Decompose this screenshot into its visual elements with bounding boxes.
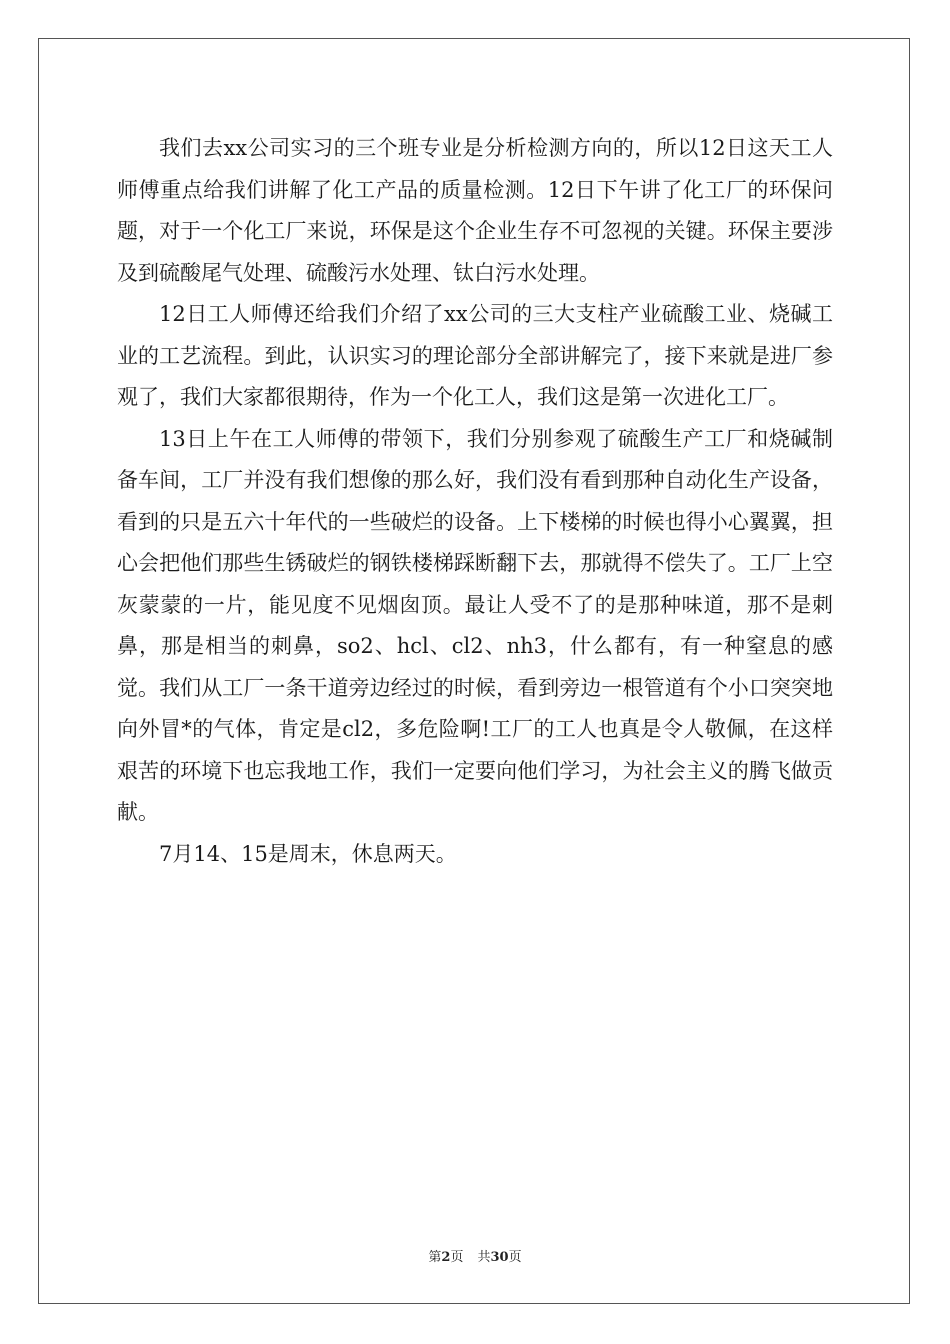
total-pages: 30 <box>490 1250 509 1265</box>
page-footer <box>0 1246 950 1265</box>
total-suffix: 页 <box>508 1250 522 1265</box>
paragraph-4: 7月14、15是周末，休息两天。 <box>159 841 457 866</box>
document-body <box>117 128 833 875</box>
page-prefix: 第 <box>428 1250 442 1265</box>
total-prefix: 共 <box>477 1250 491 1265</box>
paragraph-2: 12日工人师傅还给我们介绍了xx公司的三大支柱产业硫酸工业、烧碱工业的工艺流程。到此，认识实习的理论部分全部讲解完了，接下来就是进厂参观了，我们大家都很期待，作为一个化工人，我们这是第一次进化工厂。 <box>117 302 833 409</box>
page-indicator <box>428 1246 463 1265</box>
paragraph-1: 我们去xx公司实习的三个班专业是分析检测方向的，所以12日这天工人师傅重点给我们讲解了化工产品的质量检测。12日下午讲了化工厂的环保问题，对于一个化工厂来说，环保是这个企业生存不可忽视的关键。环保主要涉及到硫酸尾气处理、硫酸污水处理、钛白污水处理。 <box>117 136 833 285</box>
page-number: 2 <box>441 1250 451 1265</box>
page-suffix: 页 <box>450 1250 464 1265</box>
paragraph-3: 13日上午在工人师傅的带领下，我们分别参观了硫酸生产工厂和烧碱制备车间，工厂并没有我们想像的那么好，我们没有看到那种自动化生产设备，看到的只是五六十年代的一些破烂的设备。上下楼梯的时候也得小心翼翼，担心会把他们那些生锈破烂的钢铁楼梯踩断翻下去，那就得不偿失了。工厂上空灰蒙蒙的一片，能见度不见烟囱顶。最让人受不了的是那种味道，那不是刺鼻，那是相当的刺鼻，so2、hcl、cl2、nh3，什么都有，有一种窒息的感觉。我们从工厂一条干道旁边经过的时候，看到旁边一根管道有个小口突突地向外冒*的气体，肯定是cl2，多危险啊!工厂的工人也真是令人敬佩，在这样艰苦的环境下也忘我地工作，我们一定要向他们学习，为社会主义的腾飞做贡献。 <box>117 426 833 824</box>
total-pages-indicator <box>477 1246 521 1265</box>
